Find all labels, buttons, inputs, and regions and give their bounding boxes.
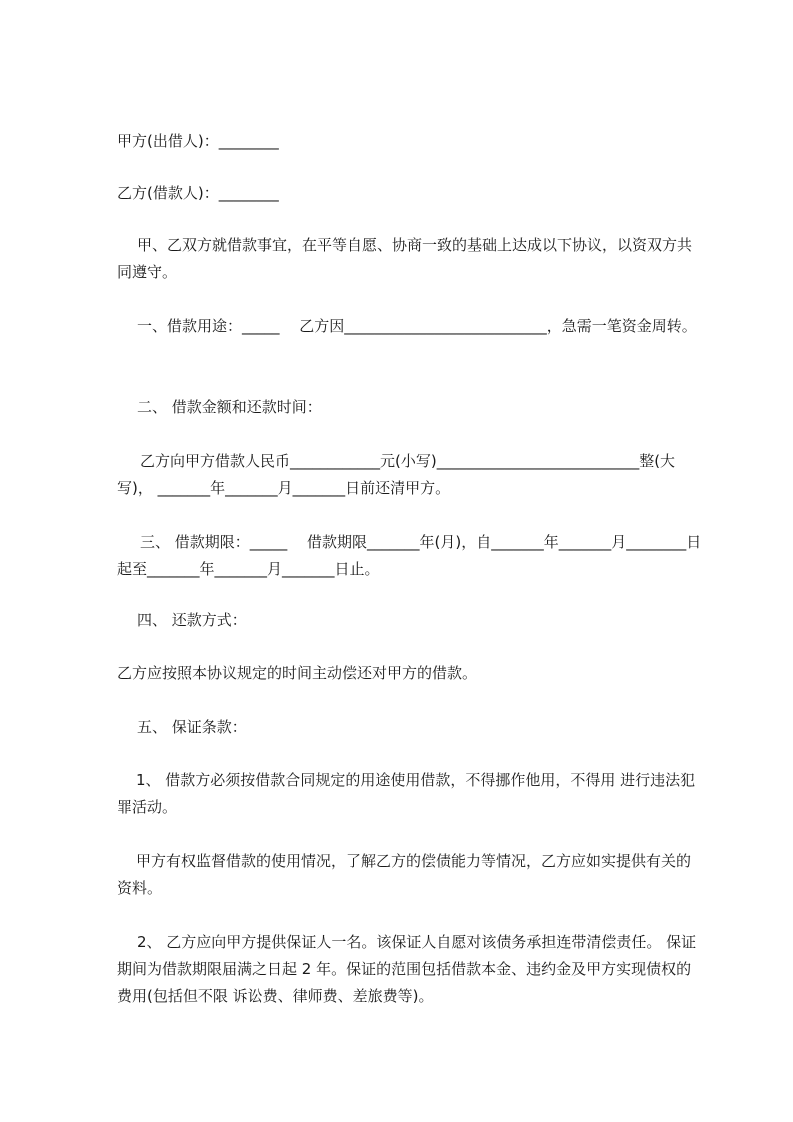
clause-2-heading: 二、 借款金额和还款时间：: [137, 398, 322, 416]
clause-3-loan-term: 三、 借款期限：_____ 借款期限_______年(月)，自_______年_______月________日起至_______年_______月_______日止。: [117, 533, 702, 578]
party-b-line: 乙方(借款人)：________: [117, 184, 279, 202]
clause-5-item-2: 2、 乙方应向甲方提供保证人一名。该保证人自愿对该债务承担连带清偿责任。 保证期间为借款期限届满之日起 2 年。保证的范围包括借款本金、违约金及甲方实现债权的费用(包括但不限 诉讼费、律师费、差旅费等)。: [117, 933, 697, 1005]
clause-2-amount-body: 乙方向甲方借款人民币____________元(小写)___________________________整(大写)， _______年_______月_______日前还清甲方。: [117, 452, 676, 497]
clause-1-loan-purpose: 一、借款用途：_____ 乙方因___________________________，急需一笔资金周转。: [137, 317, 697, 335]
clause-4-heading: 四、 还款方式：: [137, 611, 247, 629]
clause-5-heading: 五、 保证条款：: [137, 718, 247, 736]
clause-5-supervision: 甲方有权监督借款的使用情况，了解乙方的偿债能力等情况，乙方应如实提供有关的资料。: [117, 852, 692, 897]
clause-5-item-1: 1、 借款方必须按借款合同规定的用途使用借款，不得挪作他用，不得用 进行违法犯罪活动。: [117, 771, 696, 816]
agreement-intro: 甲、乙双方就借款事宜，在平等自愿、协商一致的基础上达成以下协议，以资双方共同遵守。: [117, 236, 693, 281]
party-a-line: 甲方(出借人)：________: [117, 132, 279, 150]
clause-4-body: 乙方应按照本协议规定的时间主动偿还对甲方的借款。: [117, 664, 478, 682]
